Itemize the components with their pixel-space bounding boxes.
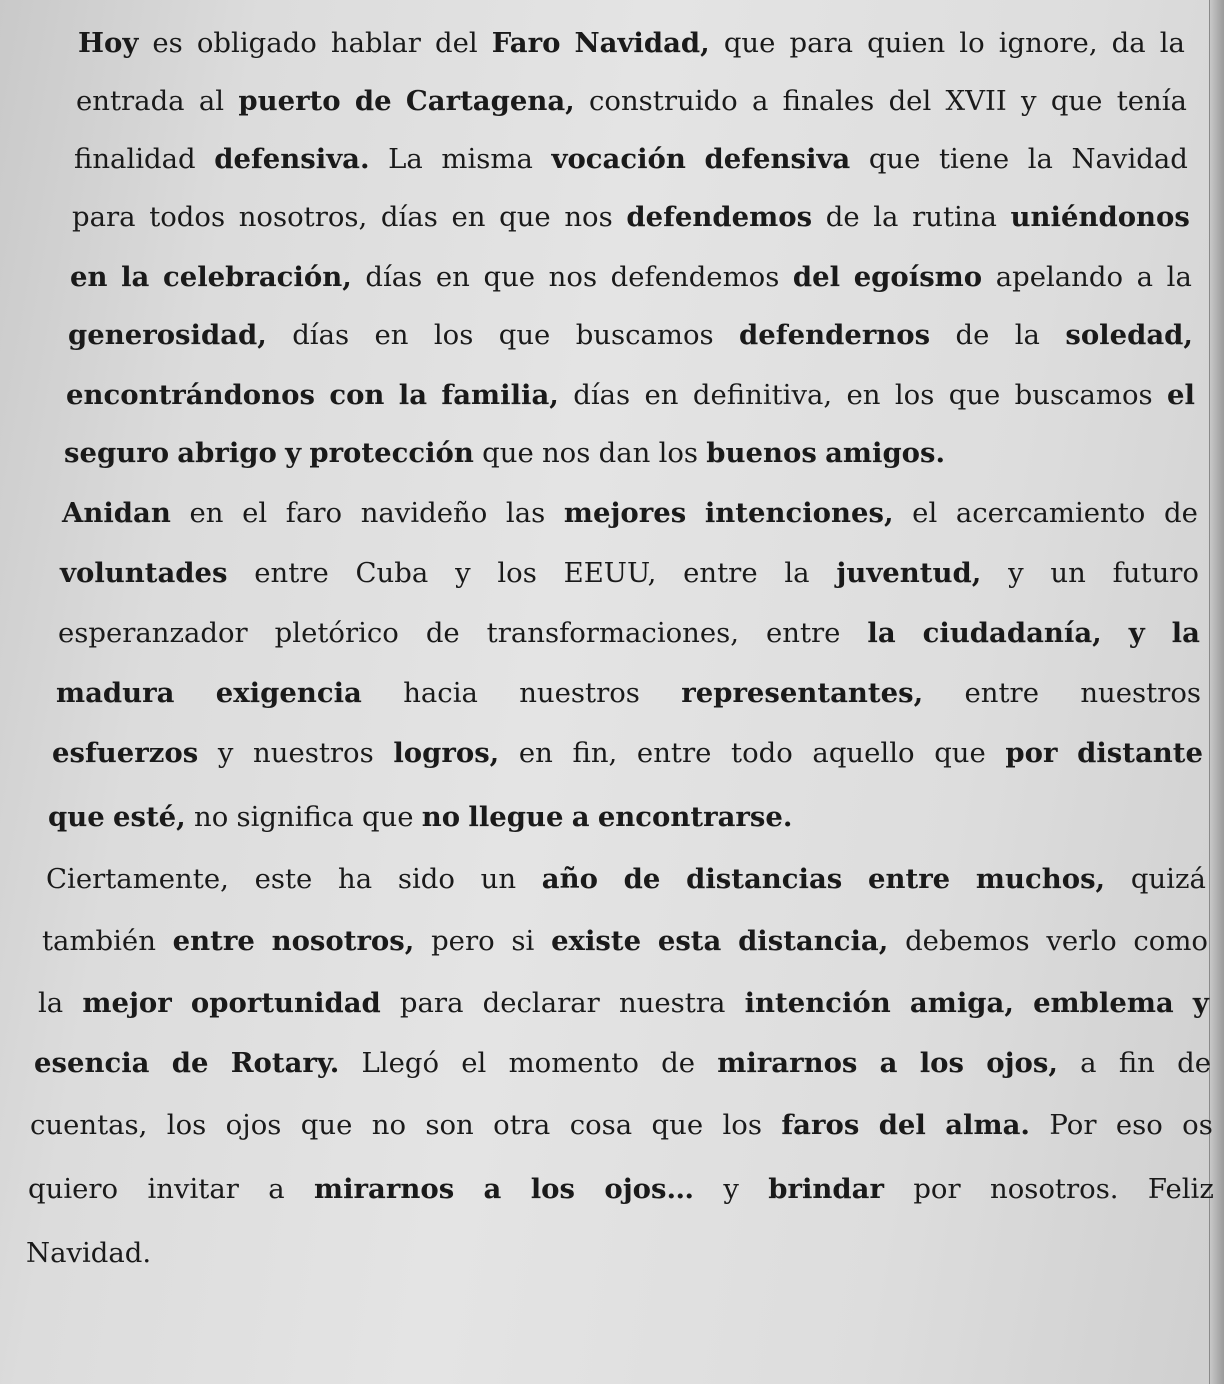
bold-word: mejor [82,987,172,1019]
bold-word: alma. [945,1109,1030,1141]
text-line [52,737,1203,769]
text-line [68,319,1193,351]
word: otra [493,1109,551,1141]
bold-word: Faro [491,27,561,59]
word: Llegó [361,1047,440,1079]
word: ignore, [998,27,1098,59]
bold-word: defendernos [739,319,931,351]
word: del [434,27,478,59]
word: que [499,201,551,233]
bold-word: Hoy [78,27,139,59]
bold-word: defensiva [704,143,851,175]
bold-word: buenos [706,437,817,469]
bold-word: distancia, [738,925,889,957]
word: en [644,379,679,411]
bold-word: distante [1077,737,1203,769]
text-line [46,863,1206,895]
bold-word: Navidad, [574,27,710,59]
bold-word: ojos… [604,1173,694,1205]
word: momento [508,1047,639,1079]
word: que [651,1109,704,1141]
word: finalidad [74,143,196,175]
word: Feliz [1147,1173,1214,1205]
word: de [1163,497,1198,529]
bold-word: protección [309,437,474,469]
word: quizá [1130,863,1206,895]
word: de [425,617,460,649]
bold-word: uniéndonos [1010,201,1190,233]
bold-word: existe [551,925,642,957]
word: a [1080,1047,1097,1079]
bold-word: oportunidad [190,987,381,1019]
word: nuestros [253,737,374,769]
bold-word: ciudadanía, [922,617,1102,649]
word: no [371,1109,407,1141]
word: Ciertamente, [46,863,229,895]
bold-word: esté, [112,801,186,833]
word: quien [867,27,946,59]
bold-word: del [792,261,841,293]
word: XVII [945,85,1007,117]
word: Navidad. [26,1237,152,1269]
word: significa [236,801,354,833]
word: días [365,261,423,293]
word: da [1111,27,1146,59]
bold-word: esta [657,925,722,957]
word: entre [254,557,329,589]
bold-word: del [878,1109,926,1141]
word: y [217,737,234,769]
bold-word: brindar [768,1173,884,1205]
word: que [498,319,551,351]
word: el [912,497,938,529]
word: es [152,27,183,59]
word: aquello [812,737,915,769]
word: que [868,143,921,175]
bold-word: mirarnos [314,1173,455,1205]
word: de [1177,1047,1211,1079]
word: que [723,27,776,59]
word: navideño [360,497,488,529]
bold-word: seguro [64,437,170,469]
text-line [34,1047,1211,1079]
bold-word: y [1192,987,1209,1019]
word: Cuba [355,557,429,589]
word: nuestros [519,677,640,709]
word: entre [964,677,1039,709]
bold-word: muchos, [975,863,1106,895]
word: en [435,261,470,293]
word: la [1159,27,1185,59]
bold-word: la [867,617,896,649]
word: que [948,379,1001,411]
bold-word: por [1005,737,1058,769]
word: todo [731,737,793,769]
word: cuentas, [30,1109,148,1141]
bold-word: representantes, [681,677,924,709]
word: que [1050,85,1103,117]
word: La [388,143,423,175]
word: nuestros [1080,677,1201,709]
word: a [1136,261,1154,293]
word: hablar [330,27,421,59]
text-line [26,1237,1214,1269]
bold-word: defensiva. [214,143,370,175]
word: nosotros, [238,201,368,233]
word: los [433,319,474,351]
word: dan [598,437,651,469]
text-line [78,27,1185,59]
word: buscamos [1014,379,1153,411]
text-line [74,143,1188,175]
word: os [1182,1109,1213,1141]
text-line [66,379,1195,411]
word: tenía [1116,85,1187,117]
word: en [518,737,553,769]
bold-word: egoísmo [853,261,983,293]
word: días [573,379,631,411]
word: entrada [76,85,185,117]
bold-word: de [171,1047,209,1079]
word: las [505,497,546,529]
bold-word: defendemos [626,201,813,233]
word: construido [589,85,738,117]
word: en [189,497,224,529]
bold-word: faros [781,1109,860,1141]
word: acercamiento [955,497,1146,529]
word: entre [683,557,758,589]
word: EEUU, [563,557,657,589]
word: faro [285,497,343,529]
bold-word: puerto [238,85,341,117]
bold-word: entre [172,925,255,957]
bold-word: la [398,379,428,411]
word: el [242,497,268,529]
bold-word: con [329,379,385,411]
word: nos [548,261,598,293]
word: misma [441,143,533,175]
word: la [873,201,899,233]
word: para [72,201,136,233]
word: que [934,737,986,769]
word: Por [1049,1109,1097,1141]
bold-word: voluntades [60,557,228,589]
word: y [455,557,471,589]
text-line [56,677,1201,709]
word: son [425,1109,474,1141]
word: buscamos [575,319,714,351]
bold-word: en [70,261,108,293]
bold-word: y [285,437,302,469]
word: que [300,1109,353,1141]
word: la [1027,143,1053,175]
word: no [193,801,229,833]
bold-word: año [541,863,598,895]
bold-word: celebración, [162,261,352,293]
word: todos [149,201,226,233]
word: días [292,319,350,351]
bold-word: mejores [563,497,687,529]
bold-word: a [483,1173,502,1205]
word: nos [564,201,613,233]
word: obligado [196,27,317,59]
bold-word: llegue [468,801,564,833]
bold-word: no [421,801,461,833]
word: eso [1115,1109,1163,1141]
bold-word: encontrarse. [597,801,793,833]
word: apelando [995,261,1124,293]
word: pero [431,925,495,957]
word: nosotros. [990,1173,1119,1205]
text-line [48,801,1204,833]
word: la [38,987,64,1019]
word: sido [397,863,455,895]
word: como [1133,925,1208,957]
bold-word: esfuerzos [52,737,199,769]
bold-word: Rotary. [230,1047,340,1079]
bold-word: que [48,801,105,833]
word: días [380,201,438,233]
word: definitiva, [692,379,833,411]
bold-word: mirarnos [717,1047,858,1079]
word: al [198,85,225,117]
word: finales [782,85,875,117]
word: entre [765,617,841,649]
word: de [955,319,990,351]
word: que [483,261,536,293]
text-line [70,261,1192,293]
bold-word: y [1128,617,1145,649]
bold-word: intenciones, [704,497,894,529]
word: tiene [939,143,1010,175]
word: los [722,1109,762,1141]
word: a [751,85,769,117]
text-line [64,437,1196,469]
bold-word: de [354,85,392,117]
word: este [254,863,313,895]
text-line [38,987,1209,1019]
word: fin, [572,737,618,769]
text-line [58,617,1200,649]
word: hacia [403,677,478,709]
word: en [846,379,881,411]
bold-word: distancias [686,863,843,895]
word: la [784,557,810,589]
bold-word: soledad, [1065,319,1193,351]
word: para [399,987,464,1019]
bold-word: amiga, [909,987,1014,1019]
bold-word: a [571,801,590,833]
word: pletórico [274,617,399,649]
word: declarar [482,987,600,1019]
word: un [1050,557,1086,589]
word: la [1166,261,1192,293]
text-line [30,1109,1213,1141]
word: para [789,27,854,59]
bold-word: ojos, [986,1047,1058,1079]
word: ha [338,863,373,895]
bold-word: la [1171,617,1200,649]
word: rutina [912,201,997,233]
word: de [825,201,860,233]
bold-word: la [121,261,150,293]
word: el [461,1047,487,1079]
word: quiero [28,1173,119,1205]
word: los [497,557,537,589]
word: esperanzador [58,617,248,649]
word: si [511,925,535,957]
text-line [76,85,1187,117]
word: ojos [225,1109,282,1141]
word: y [1020,85,1037,117]
bold-word: encontrándonos [66,379,315,411]
bold-word: los [530,1173,576,1205]
word: y [1008,557,1024,589]
word: y [723,1173,739,1205]
word: cosa [569,1109,633,1141]
word: Navidad [1071,143,1188,175]
bold-word: abrigo [177,437,277,469]
bold-word: vocación [551,143,686,175]
word: entre [636,737,712,769]
text-line [62,497,1198,529]
word: la [1014,319,1040,351]
text-line [60,557,1199,589]
bold-word: a [879,1047,898,1079]
text-line [28,1173,1214,1205]
word: nos [541,437,591,469]
bold-word: juventud, [836,557,982,589]
word: los [166,1109,207,1141]
bold-word: familia, [441,379,559,411]
bold-word: Cartagena, [405,85,575,117]
bold-word: Anidan [62,497,171,529]
word: en [374,319,409,351]
bold-word: esencia [34,1047,150,1079]
word: en [451,201,486,233]
word: transformaciones, [486,617,740,649]
word: también [42,925,156,957]
word: futuro [1112,557,1199,589]
word: por [913,1173,961,1205]
bold-word: madura [56,677,175,709]
word: que [361,801,414,833]
bold-word: el [1166,379,1195,411]
bold-word: amigos. [825,437,946,469]
bold-word: exigencia [215,677,362,709]
word: defendemos [610,261,780,293]
word: lo [959,27,985,59]
bold-word: intención [744,987,891,1019]
word: a [268,1173,285,1205]
word: que [482,437,534,469]
word: del [888,85,932,117]
word: verlo [1046,925,1117,957]
bold-word: nosotros, [271,925,415,957]
bold-word: generosidad, [68,319,267,351]
word: los [658,437,699,469]
word: debemos [905,925,1030,957]
bold-word: los [919,1047,964,1079]
bold-word: emblema [1033,987,1174,1019]
word: nuestra [618,987,726,1019]
text-line [42,925,1208,957]
word: fin [1118,1047,1155,1079]
word: los [894,379,935,411]
bold-word: logros, [393,737,500,769]
word: un [480,863,517,895]
word: invitar [147,1173,239,1205]
bold-word: de [623,863,661,895]
text-line [72,201,1190,233]
bold-word: entre [868,863,951,895]
word: de [661,1047,696,1079]
